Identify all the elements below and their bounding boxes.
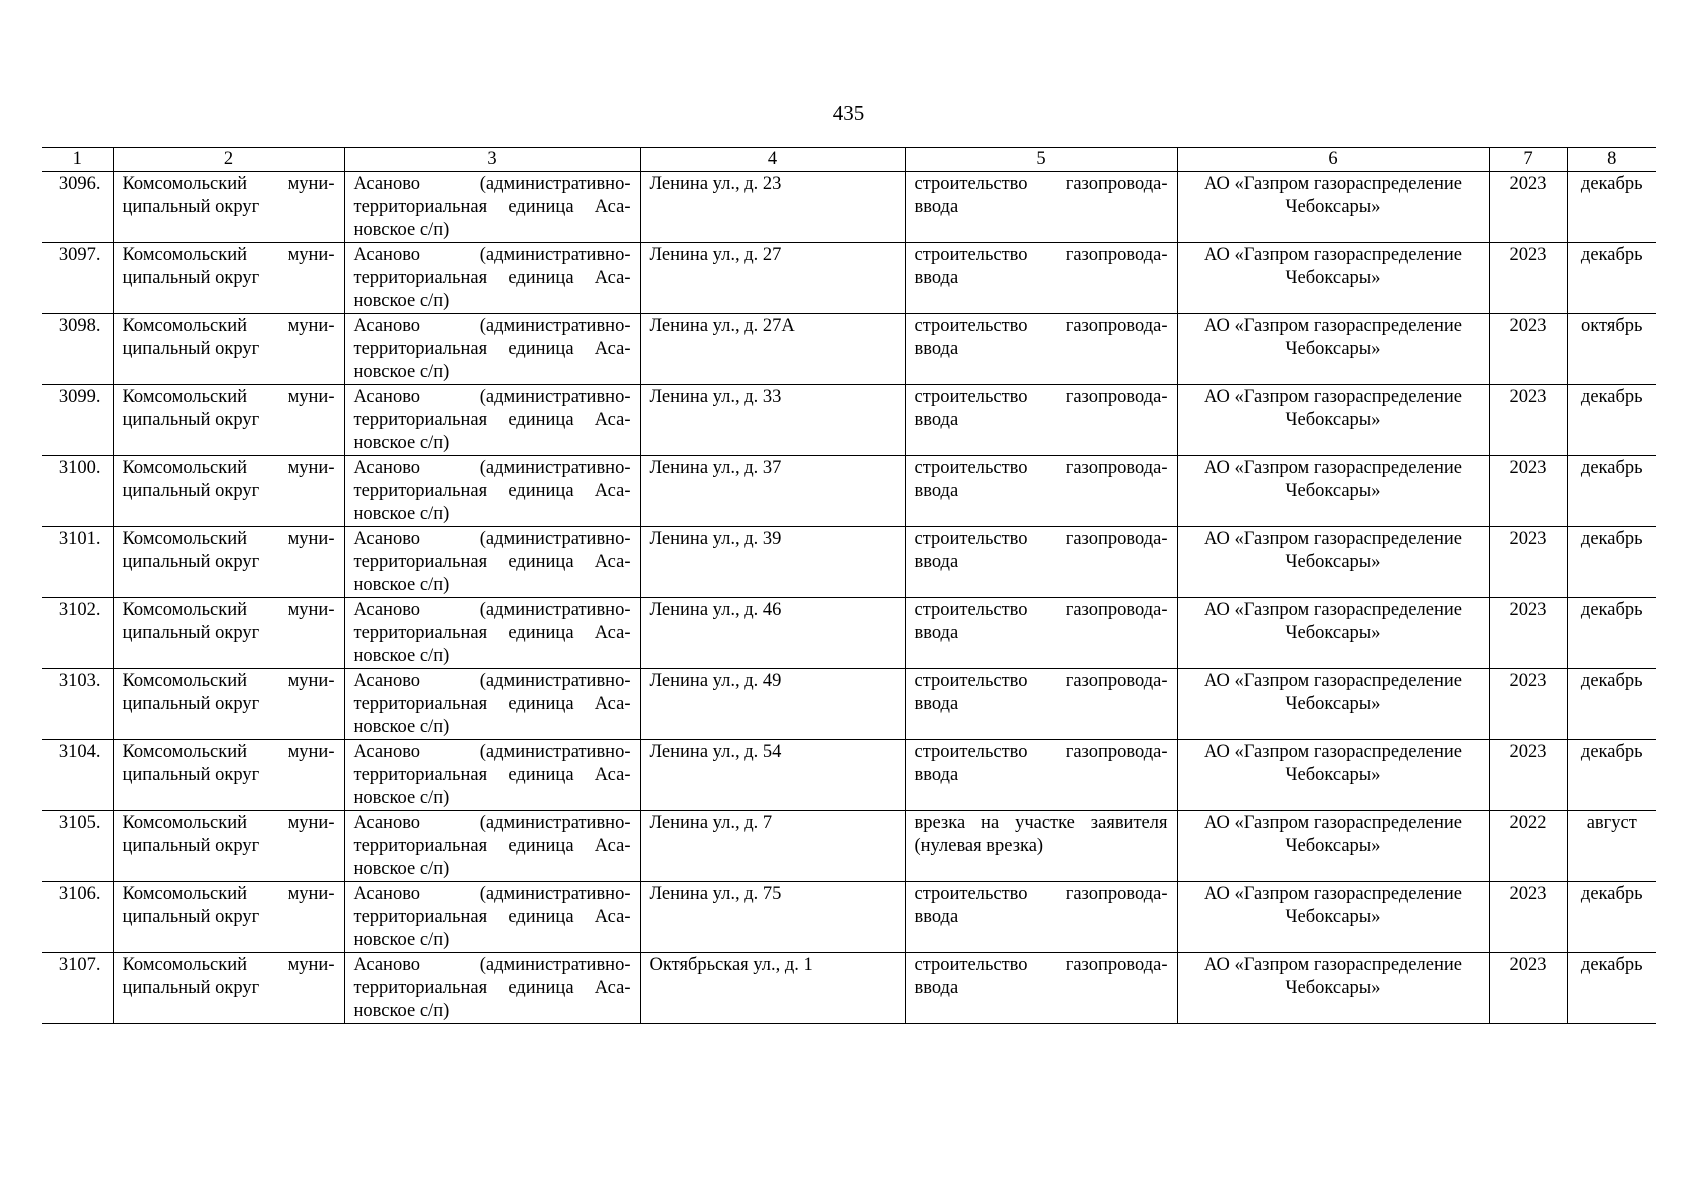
row-number-cell: 3107. <box>42 953 113 1024</box>
organization-cell <box>1177 314 1489 385</box>
year-cell: 2023 <box>1489 456 1567 527</box>
month-cell: август <box>1567 811 1656 882</box>
organization-line: АО «Газпром газораспределение <box>1204 316 1462 336</box>
organization-line: АО «Газпром газораспределение <box>1204 174 1462 194</box>
year-cell: 2023 <box>1489 669 1567 740</box>
row-number-cell: 3098. <box>42 314 113 385</box>
district-line: ципальный округ <box>122 836 260 856</box>
organization-cell <box>1177 172 1489 243</box>
column-number-header-row <box>42 148 1656 172</box>
organization-cell <box>1177 456 1489 527</box>
work-type-line: ввода <box>914 197 959 217</box>
work-type-line: ввода <box>914 339 959 359</box>
row-number-cell: 3104. <box>42 740 113 811</box>
work-type-cell <box>905 456 1177 527</box>
month-cell: декабрь <box>1567 527 1656 598</box>
district-cell <box>113 953 344 1024</box>
address-cell: Ленина ул., д. 23 <box>640 172 905 243</box>
organization-line: Чебоксары» <box>1285 623 1381 643</box>
settlement-line: территориальная единица Аса- <box>353 410 631 430</box>
district-cell <box>113 385 344 456</box>
district-cell <box>113 527 344 598</box>
year-cell: 2023 <box>1489 172 1567 243</box>
organization-line: Чебоксары» <box>1285 765 1381 785</box>
work-type-line: строительство газопровода- <box>914 742 1168 762</box>
organization-cell <box>1177 243 1489 314</box>
district-line: Комсомольский муни- <box>122 316 335 336</box>
organization-line: АО «Газпром газораспределение <box>1204 884 1462 904</box>
district-line: Комсомольский муни- <box>122 742 335 762</box>
settlement-line: новское с/п) <box>353 646 450 666</box>
address-cell: Ленина ул., д. 75 <box>640 882 905 953</box>
settlement-line: Асаново (административно- <box>353 529 631 549</box>
settlement-line: территориальная единица Аса- <box>353 694 631 714</box>
month-cell: декабрь <box>1567 669 1656 740</box>
month-cell: декабрь <box>1567 456 1656 527</box>
organization-line: Чебоксары» <box>1285 268 1381 288</box>
district-line: ципальный округ <box>122 339 260 359</box>
district-line: Комсомольский муни- <box>122 813 335 833</box>
work-type-line: врезка на участке заявителя <box>914 813 1168 833</box>
settlement-line: Асаново (административно- <box>353 387 631 407</box>
organization-line: АО «Газпром газораспределение <box>1204 600 1462 620</box>
organization-cell <box>1177 882 1489 953</box>
district-line: Комсомольский муни- <box>122 174 335 194</box>
row-number-cell: 3096. <box>42 172 113 243</box>
settlement-line: новское с/п) <box>353 859 450 879</box>
organization-line: АО «Газпром газораспределение <box>1204 387 1462 407</box>
settlement-line: новское с/п) <box>353 575 450 595</box>
address-cell: Ленина ул., д. 27А <box>640 314 905 385</box>
row-number-cell: 3103. <box>42 669 113 740</box>
organization-line: АО «Газпром газораспределение <box>1204 458 1462 478</box>
work-type-cell <box>905 953 1177 1024</box>
organization-cell <box>1177 598 1489 669</box>
settlement-cell <box>344 456 640 527</box>
row-number-cell: 3106. <box>42 882 113 953</box>
table-row <box>42 527 1656 598</box>
column-number: 8 <box>1567 148 1656 172</box>
settlement-cell <box>344 669 640 740</box>
work-type-cell <box>905 882 1177 953</box>
organization-line: АО «Газпром газораспределение <box>1204 813 1462 833</box>
district-line: ципальный округ <box>122 765 260 785</box>
organization-line: Чебоксары» <box>1285 197 1381 217</box>
district-cell <box>113 172 344 243</box>
work-type-cell <box>905 811 1177 882</box>
work-type-cell <box>905 243 1177 314</box>
settlement-line: территориальная единица Аса- <box>353 268 631 288</box>
settlement-line: Асаново (административно- <box>353 742 631 762</box>
settlement-cell <box>344 314 640 385</box>
table-row <box>42 172 1656 243</box>
row-number-cell: 3100. <box>42 456 113 527</box>
settlement-line: территориальная единица Аса- <box>353 765 631 785</box>
settlement-line: Асаново (административно- <box>353 600 631 620</box>
table-row <box>42 314 1656 385</box>
column-number: 7 <box>1489 148 1567 172</box>
district-line: ципальный округ <box>122 694 260 714</box>
year-cell: 2023 <box>1489 243 1567 314</box>
row-number-cell: 3101. <box>42 527 113 598</box>
work-type-line: ввода <box>914 765 959 785</box>
organization-cell <box>1177 385 1489 456</box>
settlement-line: новское с/п) <box>353 362 450 382</box>
page-number: 435 <box>832 101 865 125</box>
district-line: Комсомольский муни- <box>122 387 335 407</box>
district-line: Комсомольский муни- <box>122 600 335 620</box>
settlement-line: Асаново (административно- <box>353 955 631 975</box>
district-cell <box>113 598 344 669</box>
organization-cell <box>1177 953 1489 1024</box>
work-type-line: строительство газопровода- <box>914 529 1168 549</box>
settlement-line: Асаново (административно- <box>353 813 631 833</box>
table-row <box>42 456 1656 527</box>
work-type-line: строительство газопровода- <box>914 245 1168 265</box>
settlement-cell <box>344 811 640 882</box>
year-cell: 2023 <box>1489 953 1567 1024</box>
settlement-cell <box>344 385 640 456</box>
settlement-line: новское с/п) <box>353 1001 450 1021</box>
district-line: Комсомольский муни- <box>122 529 335 549</box>
district-cell <box>113 811 344 882</box>
work-type-line: строительство газопровода- <box>914 316 1168 336</box>
organization-line: Чебоксары» <box>1285 481 1381 501</box>
district-line: ципальный округ <box>122 197 260 217</box>
settlement-line: Асаново (административно- <box>353 671 631 691</box>
column-number: 5 <box>905 148 1177 172</box>
district-line: ципальный округ <box>122 978 260 998</box>
work-type-cell <box>905 598 1177 669</box>
row-number-cell: 3102. <box>42 598 113 669</box>
month-cell: декабрь <box>1567 740 1656 811</box>
address-cell: Ленина ул., д. 39 <box>640 527 905 598</box>
work-type-line: строительство газопровода- <box>914 174 1168 194</box>
district-line: ципальный округ <box>122 623 260 643</box>
settlement-line: территориальная единица Аса- <box>353 481 631 501</box>
district-cell <box>113 314 344 385</box>
month-cell: декабрь <box>1567 385 1656 456</box>
settlement-cell <box>344 740 640 811</box>
column-number: 6 <box>1177 148 1489 172</box>
settlement-line: новское с/п) <box>353 291 450 311</box>
row-number-cell: 3097. <box>42 243 113 314</box>
row-number-cell: 3099. <box>42 385 113 456</box>
district-cell <box>113 669 344 740</box>
work-type-cell <box>905 314 1177 385</box>
gasification-table <box>42 147 1656 1024</box>
organization-line: Чебоксары» <box>1285 907 1381 927</box>
month-cell: декабрь <box>1567 172 1656 243</box>
organization-line: Чебоксары» <box>1285 978 1381 998</box>
organization-line: Чебоксары» <box>1285 694 1381 714</box>
work-type-line: строительство газопровода- <box>914 458 1168 478</box>
district-line: ципальный округ <box>122 410 260 430</box>
district-line: ципальный округ <box>122 268 260 288</box>
district-cell <box>113 740 344 811</box>
address-cell: Ленина ул., д. 46 <box>640 598 905 669</box>
address-cell: Ленина ул., д. 37 <box>640 456 905 527</box>
address-cell: Ленина ул., д. 7 <box>640 811 905 882</box>
work-type-line: ввода <box>914 410 959 430</box>
settlement-line: новское с/п) <box>353 930 450 950</box>
column-number: 2 <box>113 148 344 172</box>
settlement-line: территориальная единица Аса- <box>353 836 631 856</box>
district-line: ципальный округ <box>122 481 260 501</box>
work-type-cell <box>905 385 1177 456</box>
organization-line: АО «Газпром газораспределение <box>1204 529 1462 549</box>
table-row <box>42 953 1656 1024</box>
settlement-line: Асаново (административно- <box>353 316 631 336</box>
organization-line: АО «Газпром газораспределение <box>1204 742 1462 762</box>
district-cell <box>113 882 344 953</box>
settlement-line: территориальная единица Аса- <box>353 978 631 998</box>
work-type-line: (нулевая врезка) <box>914 836 1044 856</box>
settlement-line: новское с/п) <box>353 433 450 453</box>
column-number: 4 <box>640 148 905 172</box>
work-type-line: строительство газопровода- <box>914 884 1168 904</box>
work-type-line: строительство газопровода- <box>914 955 1168 975</box>
work-type-cell <box>905 527 1177 598</box>
month-cell: декабрь <box>1567 882 1656 953</box>
table-row <box>42 740 1656 811</box>
settlement-cell <box>344 953 640 1024</box>
year-cell: 2022 <box>1489 811 1567 882</box>
column-number: 3 <box>344 148 640 172</box>
year-cell: 2023 <box>1489 598 1567 669</box>
district-cell <box>113 243 344 314</box>
table-row <box>42 669 1656 740</box>
address-cell: Ленина ул., д. 49 <box>640 669 905 740</box>
work-type-line: ввода <box>914 978 959 998</box>
settlement-line: Асаново (административно- <box>353 245 631 265</box>
district-line: ципальный округ <box>122 907 260 927</box>
settlement-line: Асаново (административно- <box>353 174 631 194</box>
district-line: Комсомольский муни- <box>122 955 335 975</box>
settlement-line: новское с/п) <box>353 504 450 524</box>
work-type-cell <box>905 172 1177 243</box>
settlement-line: Асаново (административно- <box>353 884 631 904</box>
month-cell: декабрь <box>1567 243 1656 314</box>
year-cell: 2023 <box>1489 740 1567 811</box>
settlement-cell <box>344 882 640 953</box>
work-type-cell <box>905 669 1177 740</box>
table-row <box>42 243 1656 314</box>
organization-line: Чебоксары» <box>1285 339 1381 359</box>
settlement-line: Асаново (административно- <box>353 458 631 478</box>
year-cell: 2023 <box>1489 385 1567 456</box>
organization-cell <box>1177 669 1489 740</box>
work-type-line: ввода <box>914 552 959 572</box>
settlement-cell <box>344 172 640 243</box>
settlement-line: новское с/п) <box>353 717 450 737</box>
organization-cell <box>1177 527 1489 598</box>
year-cell: 2023 <box>1489 527 1567 598</box>
organization-line: Чебоксары» <box>1285 836 1381 856</box>
row-number-cell: 3105. <box>42 811 113 882</box>
settlement-cell <box>344 243 640 314</box>
table-row <box>42 811 1656 882</box>
work-type-line: строительство газопровода- <box>914 671 1168 691</box>
address-cell: Октябрьская ул., д. 1 <box>640 953 905 1024</box>
column-number: 1 <box>42 148 113 172</box>
month-cell: декабрь <box>1567 953 1656 1024</box>
table-row <box>42 882 1656 953</box>
settlement-cell <box>344 598 640 669</box>
settlement-line: новское с/п) <box>353 220 450 240</box>
work-type-line: ввода <box>914 268 959 288</box>
work-type-line: строительство газопровода- <box>914 600 1168 620</box>
work-type-line: строительство газопровода- <box>914 387 1168 407</box>
district-line: Комсомольский муни- <box>122 245 335 265</box>
month-cell: октябрь <box>1567 314 1656 385</box>
organization-line: АО «Газпром газораспределение <box>1204 245 1462 265</box>
district-line: Комсомольский муни- <box>122 458 335 478</box>
district-cell <box>113 456 344 527</box>
organization-cell <box>1177 740 1489 811</box>
table-row <box>42 385 1656 456</box>
district-line: Комсомольский муни- <box>122 671 335 691</box>
district-line: ципальный округ <box>122 552 260 572</box>
address-cell: Ленина ул., д. 33 <box>640 385 905 456</box>
settlement-line: территориальная единица Аса- <box>353 907 631 927</box>
work-type-line: ввода <box>914 623 959 643</box>
settlement-line: территориальная единица Аса- <box>353 197 631 217</box>
organization-line: Чебоксары» <box>1285 410 1381 430</box>
work-type-line: ввода <box>914 907 959 927</box>
address-cell: Ленина ул., д. 54 <box>640 740 905 811</box>
district-line: Комсомольский муни- <box>122 884 335 904</box>
settlement-line: территориальная единица Аса- <box>353 339 631 359</box>
year-cell: 2023 <box>1489 882 1567 953</box>
settlement-line: территориальная единица Аса- <box>353 623 631 643</box>
organization-line: Чебоксары» <box>1285 552 1381 572</box>
year-cell: 2023 <box>1489 314 1567 385</box>
work-type-line: ввода <box>914 694 959 714</box>
settlement-cell <box>344 527 640 598</box>
work-type-cell <box>905 740 1177 811</box>
organization-line: АО «Газпром газораспределение <box>1204 955 1462 975</box>
settlement-line: территориальная единица Аса- <box>353 552 631 572</box>
table-row <box>42 598 1656 669</box>
organization-cell <box>1177 811 1489 882</box>
work-type-line: ввода <box>914 481 959 501</box>
settlement-line: новское с/п) <box>353 788 450 808</box>
address-cell: Ленина ул., д. 27 <box>640 243 905 314</box>
organization-line: АО «Газпром газораспределение <box>1204 671 1462 691</box>
month-cell: декабрь <box>1567 598 1656 669</box>
